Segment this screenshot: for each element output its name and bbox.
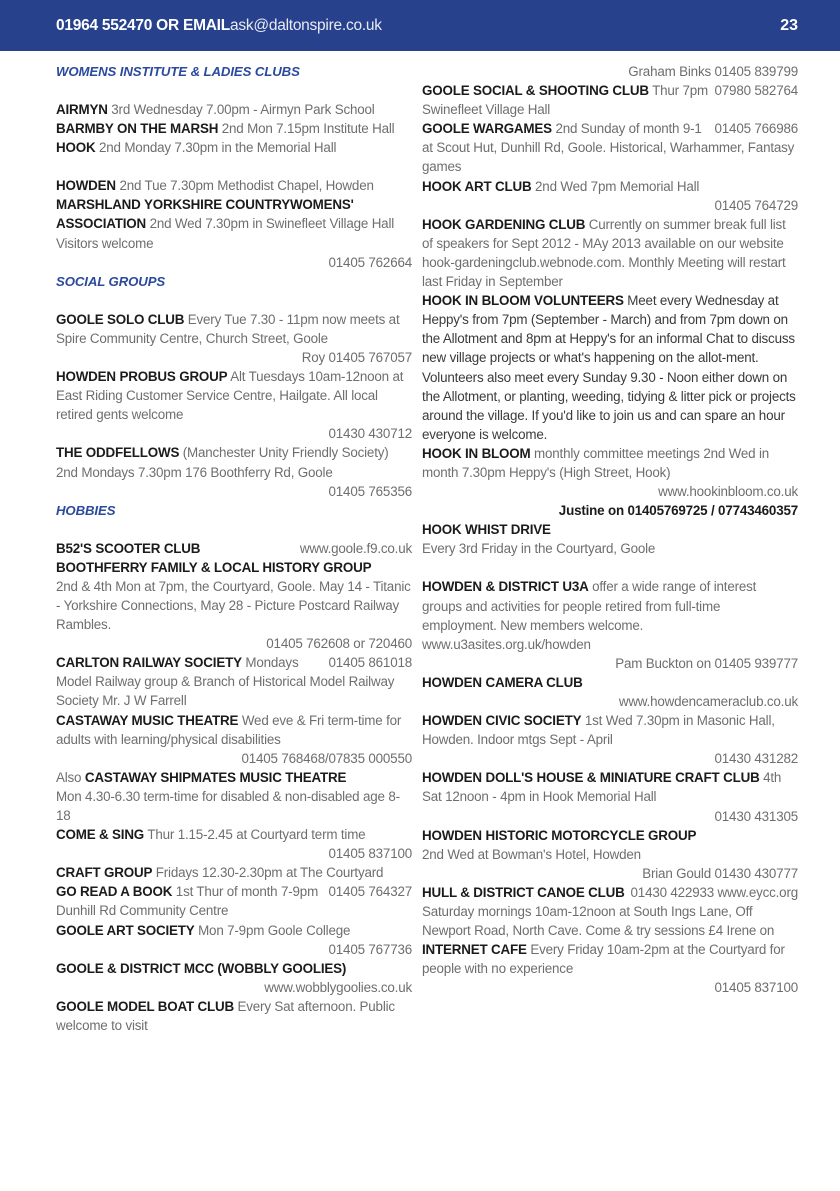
entry-title: HOOK WHIST DRIVE bbox=[422, 522, 551, 538]
directory-entry bbox=[56, 558, 412, 577]
contact-line: Pam Buckton on 01405 939777 bbox=[615, 655, 798, 671]
entry-title: CARLTON RAILWAY SOCIETY bbox=[56, 655, 242, 671]
section-heading: HOBBIES bbox=[56, 502, 116, 518]
entry-details: monthly committee meetings 2nd Wed in month 7.30pm Heppy's (High Street, Hook) bbox=[422, 445, 770, 480]
entry-contact: 01405 861018 bbox=[328, 655, 412, 671]
directory-entry bbox=[422, 368, 798, 444]
entry-contact: 07980 582764 bbox=[714, 83, 798, 99]
entry-details: 2nd Wed 7pm Memorial Hall bbox=[531, 178, 700, 194]
entry-details: Wed eve & Fri term-time for adults with learning/physical disabilities bbox=[56, 712, 402, 747]
entry-title: GO READ A BOOK bbox=[56, 884, 173, 900]
directory-entry bbox=[56, 997, 412, 1035]
entry-contact: 01430 422933 www.eycc.org bbox=[630, 884, 798, 900]
entry-details: 4th Sat 12noon - 4pm in Hook Memorial Hall bbox=[422, 770, 782, 805]
directory-entry bbox=[56, 119, 412, 138]
directory-entry bbox=[422, 673, 798, 692]
entry-details: Every 3rd Friday in the Courtyard, Goole bbox=[422, 541, 656, 557]
entry-title: CRAFT GROUP bbox=[56, 865, 153, 881]
contact-line: Brian Gould 01430 430777 bbox=[642, 865, 798, 881]
entry-details: 2nd & 4th Mon at 7pm, the Courtyard, Goole. May 14 - Titanic - Yorkshire Connections, May 28 - Picture Postcard Railway Rambles. bbox=[56, 578, 411, 633]
page-header-content bbox=[56, 0, 798, 51]
left-column bbox=[56, 62, 412, 1035]
entry-details: Saturday mornings 10am-12noon at South Ings Lane, Off Newport Road, North Cave. Come & try sessions £4 Irene on bbox=[422, 904, 775, 939]
page-header-band bbox=[0, 0, 840, 51]
contact-line: 01430 431282 bbox=[714, 751, 798, 767]
contact-line: 01405 768468/07835 000550 bbox=[241, 750, 412, 766]
entry-details: Thur 1.15-2.45 at Courtyard term time bbox=[144, 827, 366, 843]
entry-title: GOOLE WARGAMES bbox=[422, 121, 552, 137]
entry-details: offer a wide range of interest groups and activities for people retired from full-time employment. New members welcome. www.u3asites.org.uk/howden bbox=[422, 579, 757, 652]
heading-spacer bbox=[56, 291, 412, 310]
entry-details: Alt Tuesdays 10am-12noon at East Riding Customer Service Centre, Hailgate. All local retired gents welcome bbox=[56, 369, 404, 423]
directory-entry bbox=[56, 577, 412, 634]
header-phone-label: 01964 552470 OR EMAIL bbox=[56, 16, 230, 34]
contact-line: www.howdencameraclub.co.uk bbox=[618, 694, 798, 709]
contact-line: 01405 764729 bbox=[714, 197, 798, 213]
entry-title: HOWDEN CAMERA CLUB bbox=[422, 674, 583, 690]
directory-entry bbox=[422, 768, 798, 806]
entry-details: Mon 4.30-6.30 term-time for disabled & non-disabled age 8-18 bbox=[56, 788, 400, 823]
entry-details: 1st Wed 7.30pm in Masonic Hall, Howden. Indoor mtgs Sept - April bbox=[422, 713, 775, 748]
directory-entry bbox=[422, 711, 798, 749]
directory-entry bbox=[422, 883, 798, 940]
directory-entry bbox=[56, 825, 412, 844]
entry-details: 2nd Monday 7.30pm in the Memorial Hall bbox=[95, 140, 337, 156]
directory-entry bbox=[422, 119, 798, 176]
entry-contact: 01405 765356 bbox=[328, 483, 412, 499]
entry-details: Every Friday 10am-2pm at the Courtyard for people with no experience bbox=[422, 942, 785, 977]
directory-entry bbox=[56, 768, 412, 787]
directory-entry bbox=[56, 310, 412, 348]
directory-entry bbox=[422, 444, 798, 482]
contact-line: Roy 01405 767057 bbox=[301, 349, 412, 365]
entry-details: Thur 7pm Swinefleet Village Hall bbox=[422, 83, 708, 118]
heading-spacer bbox=[56, 81, 412, 100]
page-body bbox=[0, 51, 840, 1191]
entry-title: COME & SING bbox=[56, 827, 145, 843]
entry-details: Every Sat afternoon. Public welcome to visit bbox=[56, 998, 395, 1034]
entry-details: 1st Thur of month 7-9pm Dunhill Rd Community Centre bbox=[56, 884, 319, 919]
entry-title: B52'S SCOOTER CLUB bbox=[56, 540, 201, 556]
directory-entry bbox=[56, 539, 412, 558]
directory-entry bbox=[422, 177, 798, 196]
directory-entry bbox=[56, 138, 412, 157]
entry-title: HOWDEN DOLL'S HOUSE & MINIATURE CRAFT CLUB bbox=[422, 770, 760, 786]
directory-entry bbox=[422, 577, 798, 653]
contact-line: 01405 767736 bbox=[328, 941, 412, 957]
right-column bbox=[422, 62, 798, 998]
contact-line: 01405 762608 or 720460 bbox=[266, 636, 412, 652]
entry-title: HULL & DISTRICT CANOE CLUB bbox=[422, 884, 625, 900]
directory-entry bbox=[56, 882, 412, 920]
entry-details: 3rd Wednesday 7.00pm - Airmyn Park School bbox=[107, 102, 375, 117]
contact-line: 01430 430712 bbox=[328, 426, 412, 442]
header-email: ask@daltonspire.co.uk bbox=[229, 16, 382, 34]
directory-entry bbox=[56, 959, 412, 978]
entry-details: 2nd Sunday of month 9-1 at Scout Hut, Dunhill Rd, Goole. Historical, Warhammer, Fantasy games bbox=[422, 121, 795, 175]
entry-title: HOOK ART CLUB bbox=[422, 178, 532, 194]
directory-entry bbox=[56, 653, 412, 710]
directory-entry bbox=[422, 845, 798, 864]
directory-entry bbox=[422, 215, 798, 291]
contact-line: www.hookinbloom.co.uk bbox=[658, 484, 798, 500]
entry-title: AIRMYN bbox=[56, 102, 108, 117]
entry-title: GOOLE MODEL BOAT CLUB bbox=[56, 998, 234, 1014]
entry-title: CASTAWAY SHIPMATES MUSIC THEATRE bbox=[84, 769, 347, 785]
entry-title: CASTAWAY MUSIC THEATRE bbox=[56, 712, 239, 728]
entry-title: BOOTHFERRY FAMILY & LOCAL HISTORY GROUP bbox=[56, 559, 372, 575]
directory-entry bbox=[422, 826, 798, 845]
contact-line: 01405 837100 bbox=[714, 980, 798, 996]
entry-title: GOOLE SOLO CLUB bbox=[56, 311, 185, 327]
entry-title: GOOLE SOCIAL & SHOOTING CLUB bbox=[422, 83, 649, 99]
section-heading: SOCIAL GROUPS bbox=[56, 273, 166, 289]
entry-title: HOWDEN HISTORIC MOTORCYCLE GROUP bbox=[422, 827, 697, 843]
entry-title: HOOK bbox=[56, 140, 96, 156]
entry-title: BARMBY ON THE MARSH bbox=[56, 121, 219, 137]
entry-title: HOOK IN BLOOM VOLUNTEERS bbox=[422, 293, 624, 309]
directory-entry bbox=[56, 711, 412, 749]
directory-entry bbox=[56, 367, 412, 424]
entry-details: Fridays 12.30-2.30pm at The Courtyard bbox=[152, 865, 384, 881]
directory-entry bbox=[56, 443, 412, 481]
contact-line: Graham Binks 01405 839799 bbox=[628, 64, 798, 79]
section-heading: WOMENS INSTITUTE & LADIES CLUBS bbox=[56, 64, 300, 79]
entry-contact: 01405 764327 bbox=[328, 884, 412, 900]
entry-title: HOOK IN BLOOM bbox=[422, 445, 531, 461]
entry-details: (Manchester Unity Friendly Society) 2nd Mondays 7.30pm 176 Boothferry Rd, Goole bbox=[56, 445, 389, 480]
directory-entry bbox=[56, 176, 412, 195]
entry-prefix: Also bbox=[56, 769, 85, 785]
directory-entry bbox=[422, 81, 798, 119]
directory-entry bbox=[422, 940, 798, 978]
heading-spacer bbox=[56, 520, 412, 539]
entry-gap bbox=[56, 157, 412, 176]
header-contact-line bbox=[56, 17, 382, 35]
entry-details: Meet every Wednesday at Heppy's from 7pm (September - March) and from 7pm down on the Allotment and 8pm at Heppy's for an informal Chat to discuss new village projects or what's happening on the allot-ment. bbox=[422, 293, 795, 366]
entry-title: HOWDEN PROBUS GROUP bbox=[56, 369, 228, 385]
entry-title: THE ODDFELLOWS bbox=[56, 445, 180, 461]
contact-line: www.wobblygoolies.co.uk bbox=[264, 979, 412, 995]
directory-entry bbox=[56, 482, 412, 501]
entry-title: GOOLE ART SOCIETY bbox=[56, 922, 195, 938]
entry-details: 2nd Wed at Bowman's Hotel, Howden bbox=[422, 846, 641, 862]
entry-details: Every Tue 7.30 - 11pm now meets at Spire Community Centre, Church Street, Goole bbox=[56, 311, 400, 346]
entry-title: HOWDEN CIVIC SOCIETY bbox=[422, 713, 582, 729]
directory-entry bbox=[56, 100, 412, 119]
directory-entry bbox=[56, 863, 412, 882]
entry-title: MARSHLAND YORKSHIRE COUNTRYWOMENS' ASSOCIATION bbox=[56, 197, 354, 232]
entry-contact: 01405 766986 bbox=[714, 121, 798, 137]
directory-entry bbox=[56, 787, 412, 825]
entry-details: Currently on summer break full list of speakers for Sept 2012 - MAy 2013 available on our website hook-gardeningclub.webnode.com. Monthly Meeting will restart last Friday in September bbox=[422, 216, 786, 290]
entry-title: INTERNET CAFE bbox=[422, 942, 527, 958]
entry-title: HOWDEN bbox=[56, 178, 116, 194]
directory-entry bbox=[56, 921, 412, 940]
directory-entry bbox=[422, 539, 798, 558]
entry-details: Mon 7-9pm Goole College bbox=[194, 922, 351, 938]
entry-gap bbox=[422, 558, 798, 577]
entry-title: HOOK GARDENING CLUB bbox=[422, 216, 586, 232]
entry-details: 2nd Wed 7.30pm in Swinefleet Village Hall Visitors welcome bbox=[56, 216, 395, 251]
contact-line: Justine on 01405769725 / 07743460357 bbox=[558, 503, 798, 519]
contact-line: 01405 762664 bbox=[328, 254, 412, 270]
entry-contact: www.goole.f9.co.uk bbox=[299, 540, 412, 556]
directory-entry bbox=[422, 520, 798, 539]
directory-entry bbox=[422, 291, 798, 367]
entry-title: HOWDEN & DISTRICT U3A bbox=[422, 579, 589, 595]
contact-line: 01405 837100 bbox=[328, 846, 412, 862]
entry-title: GOOLE & DISTRICT MCC (WOBBLY GOOLIES) bbox=[56, 960, 347, 976]
entry-details: 2nd Tue 7.30pm Methodist Chapel, Howden bbox=[115, 178, 374, 194]
entry-details: Mondays Model Railway group & Branch of Historical Model Railway Society Mr. J W Farrell bbox=[56, 655, 395, 709]
contact-line: 01430 431305 bbox=[714, 808, 798, 824]
page-number: 23 bbox=[780, 16, 798, 34]
directory-entry bbox=[56, 195, 412, 252]
entry-details: Volunteers also meet every Sunday 9.30 - Noon either down on the Allotment, or planting, weeding, tidying & litter pick or projects around the village. If you'd like to join us and can spare an hour everyone is welcome. bbox=[422, 369, 796, 442]
entry-details: 2nd Mon 7.15pm Institute Hall bbox=[218, 121, 395, 137]
